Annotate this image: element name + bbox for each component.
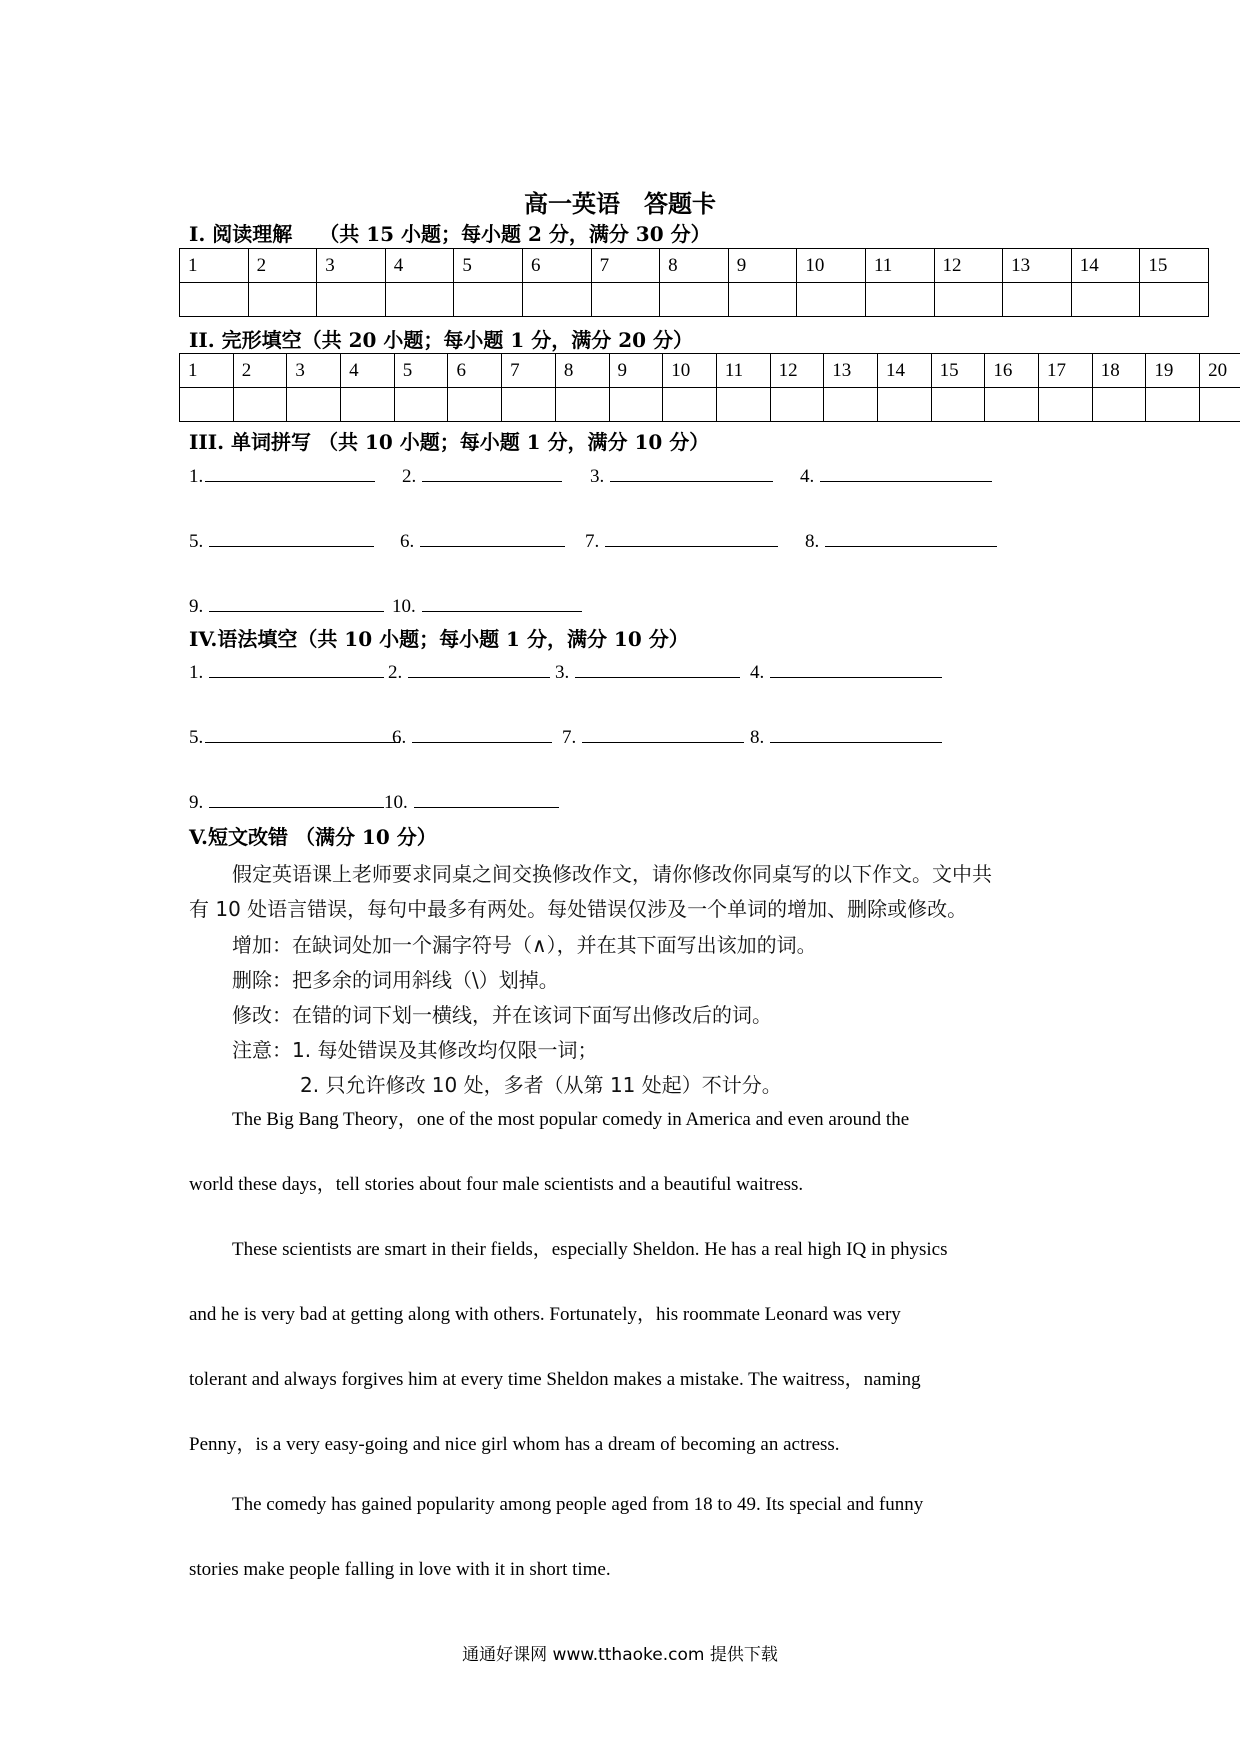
blank-label: 5.	[189, 727, 204, 748]
answer-cell[interactable]	[522, 283, 591, 317]
blank-label: 4.	[800, 466, 815, 487]
answer-cell[interactable]	[716, 388, 770, 422]
answer-cell[interactable]	[728, 283, 797, 317]
answer-blank-line[interactable]	[209, 659, 384, 678]
blank-item	[392, 724, 552, 749]
question-number-cell: 3	[287, 354, 341, 388]
answer-cell[interactable]	[385, 283, 454, 317]
question-number-cell: 2	[233, 354, 287, 388]
question-number-cell: 2	[248, 249, 317, 283]
answer-cell[interactable]	[1140, 283, 1209, 317]
section2-heading: II. 完形填空（共 20 小题；每小题 1 分，满分 20 分）	[189, 328, 693, 352]
question-number-cell: 6	[448, 354, 502, 388]
section4-heading: IV.语法填空（共 10 小题；每小题 1 分，满分 10 分）	[189, 627, 689, 651]
blank-label: 8.	[805, 531, 820, 552]
answer-cell[interactable]	[454, 283, 523, 317]
answer-blank-line[interactable]	[209, 528, 374, 547]
answer-cell[interactable]	[341, 388, 395, 422]
answer-cell[interactable]	[555, 388, 609, 422]
question-number-cell: 5	[454, 249, 523, 283]
blank-item	[189, 659, 384, 684]
answer-blank-line[interactable]	[825, 528, 997, 547]
passage-line: These scientists are smart in their fields，especially Sheldon. He has a real high IQ in physics	[232, 1239, 948, 1260]
answer-cell[interactable]	[248, 283, 317, 317]
answer-cell[interactable]	[609, 388, 663, 422]
instruction-line: 修改：在错的词下划一横线，并在该词下面写出修改后的词。	[232, 1003, 772, 1027]
blank-label: 1.	[189, 662, 204, 683]
question-number-cell: 7	[591, 249, 660, 283]
section2-answer-grid	[179, 353, 1240, 422]
blank-item	[384, 789, 559, 814]
answer-cell[interactable]	[180, 283, 249, 317]
question-number-cell: 10	[663, 354, 717, 388]
blank-label: 1.	[189, 466, 204, 487]
question-number-cell: 6	[522, 249, 591, 283]
question-number-cell: 8	[555, 354, 609, 388]
blank-item	[189, 528, 374, 553]
blank-item	[585, 528, 778, 553]
instruction-line: 有 10 处语言错误，每句中最多有两处。每处错误仅涉及一个单词的增加、删除或修改。	[189, 897, 968, 921]
question-number-cell: 7	[502, 354, 556, 388]
instruction-line: 假定英语课上老师要求同桌之间交换修改作文，请你修改你同桌写的以下作文。文中共	[232, 862, 992, 886]
blank-label: 2.	[388, 662, 403, 683]
blank-item	[555, 659, 740, 684]
answer-blank-line[interactable]	[412, 724, 552, 743]
blank-item	[402, 463, 562, 488]
blank-item	[189, 593, 384, 618]
passage-line: world these days，tell stories about four male scientists and a beautiful waitress.	[189, 1174, 804, 1195]
answer-blank-line[interactable]	[205, 463, 375, 482]
question-number-cell: 12	[934, 249, 1003, 283]
answer-cell[interactable]	[660, 283, 729, 317]
answer-blank-line[interactable]	[209, 593, 384, 612]
answer-blank-line[interactable]	[422, 463, 562, 482]
answer-cell[interactable]	[931, 388, 985, 422]
answer-cell[interactable]	[797, 283, 866, 317]
question-number-cell: 12	[770, 354, 824, 388]
blank-item	[392, 593, 582, 618]
passage-line: Penny，is a very easy-going and nice girl whom has a dream of becoming an actress.	[189, 1434, 840, 1455]
question-number-cell: 15	[931, 354, 985, 388]
blank-item	[805, 528, 997, 553]
instruction-line: 2. 只允许修改 10 处，多者（从第 11 处起）不计分。	[300, 1073, 782, 1097]
section5-heading: V.短文改错 （满分 10 分）	[189, 825, 437, 849]
answer-cell[interactable]	[233, 388, 287, 422]
blank-label: 3.	[590, 466, 605, 487]
question-number-cell: 17	[1039, 354, 1093, 388]
blank-label: 10.	[392, 596, 416, 617]
answer-blank-line[interactable]	[414, 789, 559, 808]
question-number-cell: 10	[797, 249, 866, 283]
answer-blank-line[interactable]	[575, 659, 740, 678]
blank-label: 9.	[189, 596, 204, 617]
question-number-cell: 11	[865, 249, 934, 283]
answer-cell[interactable]	[824, 388, 878, 422]
blank-label: 8.	[750, 727, 765, 748]
blank-label: 7.	[562, 727, 577, 748]
answer-blank-line[interactable]	[770, 659, 942, 678]
blank-item	[750, 659, 942, 684]
question-number-cell: 15	[1140, 249, 1209, 283]
question-number-cell: 4	[341, 354, 395, 388]
answer-blank-line[interactable]	[209, 789, 384, 808]
blank-item	[388, 659, 550, 684]
answer-cell[interactable]	[1039, 388, 1093, 422]
question-number-cell: 3	[317, 249, 386, 283]
passage-line: stories make people falling in love with it in short time.	[189, 1559, 611, 1580]
blank-label: 3.	[555, 662, 570, 683]
blank-item	[189, 463, 375, 488]
answer-cell[interactable]	[663, 388, 717, 422]
answer-blank-line[interactable]	[408, 659, 550, 678]
question-number-cell: 14	[1071, 249, 1140, 283]
blank-label: 7.	[585, 531, 600, 552]
answer-cell[interactable]	[317, 283, 386, 317]
answer-cell[interactable]	[865, 283, 934, 317]
blank-item	[750, 724, 942, 749]
answer-blank-line[interactable]	[820, 463, 992, 482]
answer-blank-line[interactable]	[610, 463, 773, 482]
section3-heading: III. 单词拼写 （共 10 小题；每小题 1 分，满分 10 分）	[189, 430, 710, 454]
instruction-line: 增加：在缺词处加一个漏字符号（∧），并在其下面写出该加的词。	[232, 933, 817, 957]
answer-blank-line[interactable]	[420, 528, 565, 547]
question-number-cell: 13	[1003, 249, 1072, 283]
blank-label: 6.	[400, 531, 415, 552]
blank-item	[590, 463, 773, 488]
answer-cell[interactable]	[591, 283, 660, 317]
instruction-line: 删除：把多余的词用斜线（\）划掉。	[232, 968, 559, 992]
answer-cell[interactable]	[934, 283, 1003, 317]
answer-cell[interactable]	[287, 388, 341, 422]
question-number-cell: 4	[385, 249, 454, 283]
question-number-cell: 1	[180, 249, 249, 283]
question-number-cell: 13	[824, 354, 878, 388]
answer-cell[interactable]	[770, 388, 824, 422]
passage-line: The comedy has gained popularity among people aged from 18 to 49. Its special and funny	[232, 1494, 924, 1515]
question-number-cell: 9	[609, 354, 663, 388]
answer-cell[interactable]	[1071, 283, 1140, 317]
blank-label: 2.	[402, 466, 417, 487]
blank-item	[800, 463, 992, 488]
instruction-line: 注意：1. 每处错误及其修改均仅限一词；	[232, 1038, 598, 1062]
question-number-cell: 9	[728, 249, 797, 283]
blank-item	[400, 528, 565, 553]
blank-item	[189, 724, 400, 749]
answer-cell[interactable]	[1003, 283, 1072, 317]
question-number-cell: 20	[1200, 354, 1240, 388]
passage-line: The Big Bang Theory，one of the most popular comedy in America and even around the	[232, 1109, 910, 1130]
blank-label: 6.	[392, 727, 407, 748]
question-number-cell: 19	[1146, 354, 1200, 388]
footer: 通通好课网 www.tthaoke.com 提供下载	[462, 1645, 778, 1665]
answer-cell[interactable]	[502, 388, 556, 422]
question-number-cell: 14	[877, 354, 931, 388]
question-number-cell: 5	[394, 354, 448, 388]
passage-line: and he is very bad at getting along with others. Fortunately，his roommate Leonard was very	[189, 1304, 901, 1325]
answer-cell[interactable]	[877, 388, 931, 422]
answer-blank-line[interactable]	[605, 528, 778, 547]
passage-line: tolerant and always forgives him at every time Sheldon makes a mistake. The waitress，naming	[189, 1369, 921, 1390]
question-number-cell: 16	[985, 354, 1039, 388]
answer-cell[interactable]	[1200, 388, 1240, 422]
blank-label: 5.	[189, 531, 204, 552]
blank-item	[562, 724, 744, 749]
blank-item	[189, 789, 384, 814]
section1-answer-grid	[179, 248, 1209, 317]
answer-cell[interactable]	[394, 388, 448, 422]
question-number-cell: 1	[180, 354, 234, 388]
answer-cell[interactable]	[1146, 388, 1200, 422]
answer-cell[interactable]	[448, 388, 502, 422]
section1-heading: I. 阅读理解 （共 15 小题；每小题 2 分，满分 30 分）	[189, 222, 711, 246]
question-number-cell: 11	[716, 354, 770, 388]
blank-label: 9.	[189, 792, 204, 813]
answer-blank-line[interactable]	[422, 593, 582, 612]
answer-cell[interactable]	[1092, 388, 1146, 422]
question-number-cell: 8	[660, 249, 729, 283]
answer-blank-line[interactable]	[582, 724, 744, 743]
blank-label: 4.	[750, 662, 765, 683]
answer-cell[interactable]	[180, 388, 234, 422]
answer-blank-line[interactable]	[770, 724, 942, 743]
blank-label: 10.	[384, 792, 408, 813]
question-number-cell: 18	[1092, 354, 1146, 388]
answer-cell[interactable]	[985, 388, 1039, 422]
answer-blank-line[interactable]	[205, 724, 400, 743]
page-title: 高一英语 答题卡	[524, 189, 716, 218]
